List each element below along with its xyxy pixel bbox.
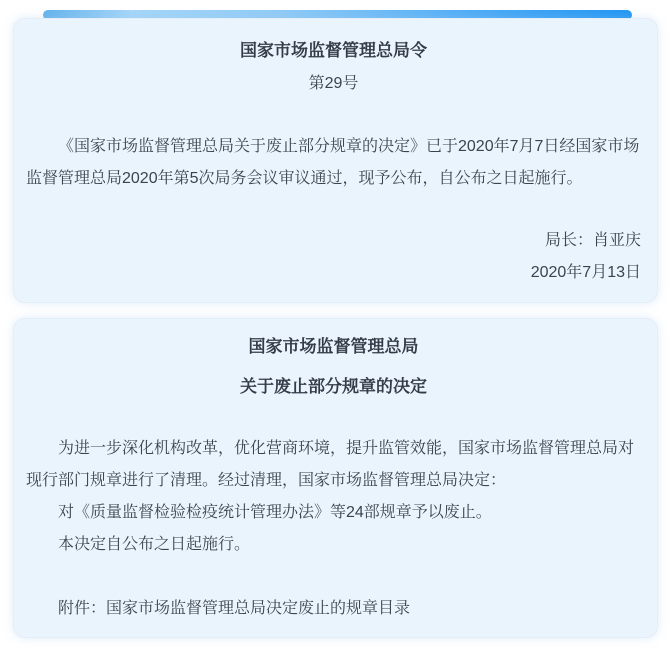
signature-block [26, 225, 641, 289]
signature-role: 局长：肖亚庆 [544, 232, 641, 249]
signature-date: 2020年7月13日 [530, 264, 641, 281]
decision-body [26, 433, 641, 561]
decision-paragraph: 对《质量监督检验检疫统计管理办法》等24部规章予以废止。 [58, 504, 492, 521]
order-title: 国家市场监督管理总局令 [240, 41, 427, 60]
decision-paragraph: 本决定自公布之日起施行。 [58, 536, 251, 553]
decision-title-line2: 关于废止部分规章的决定 [240, 377, 427, 396]
attachment-line: 附件：国家市场监督管理总局决定废止的规章目录 [58, 600, 411, 617]
decision-title-line1: 国家市场监督管理总局 [248, 337, 419, 356]
order-number: 第29号 [308, 75, 359, 92]
order-notice-card [13, 18, 658, 303]
decision-document-card [13, 318, 658, 638]
order-body-paragraph: 《国家市场监督管理总局关于废止部分规章的决定》已于2020年7月7日经国家市场监督管理总局2020年第5次局务会议审议通过，现予公布，自公布之日起施行。 [26, 138, 640, 187]
decision-paragraph: 为进一步深化机构改革，优化营商环境，提升监管效能，国家市场监督管理总局对现行部门规章进行了清理。经过清理，国家市场监督管理总局决定： [26, 440, 635, 489]
decision-title-block [26, 327, 641, 407]
